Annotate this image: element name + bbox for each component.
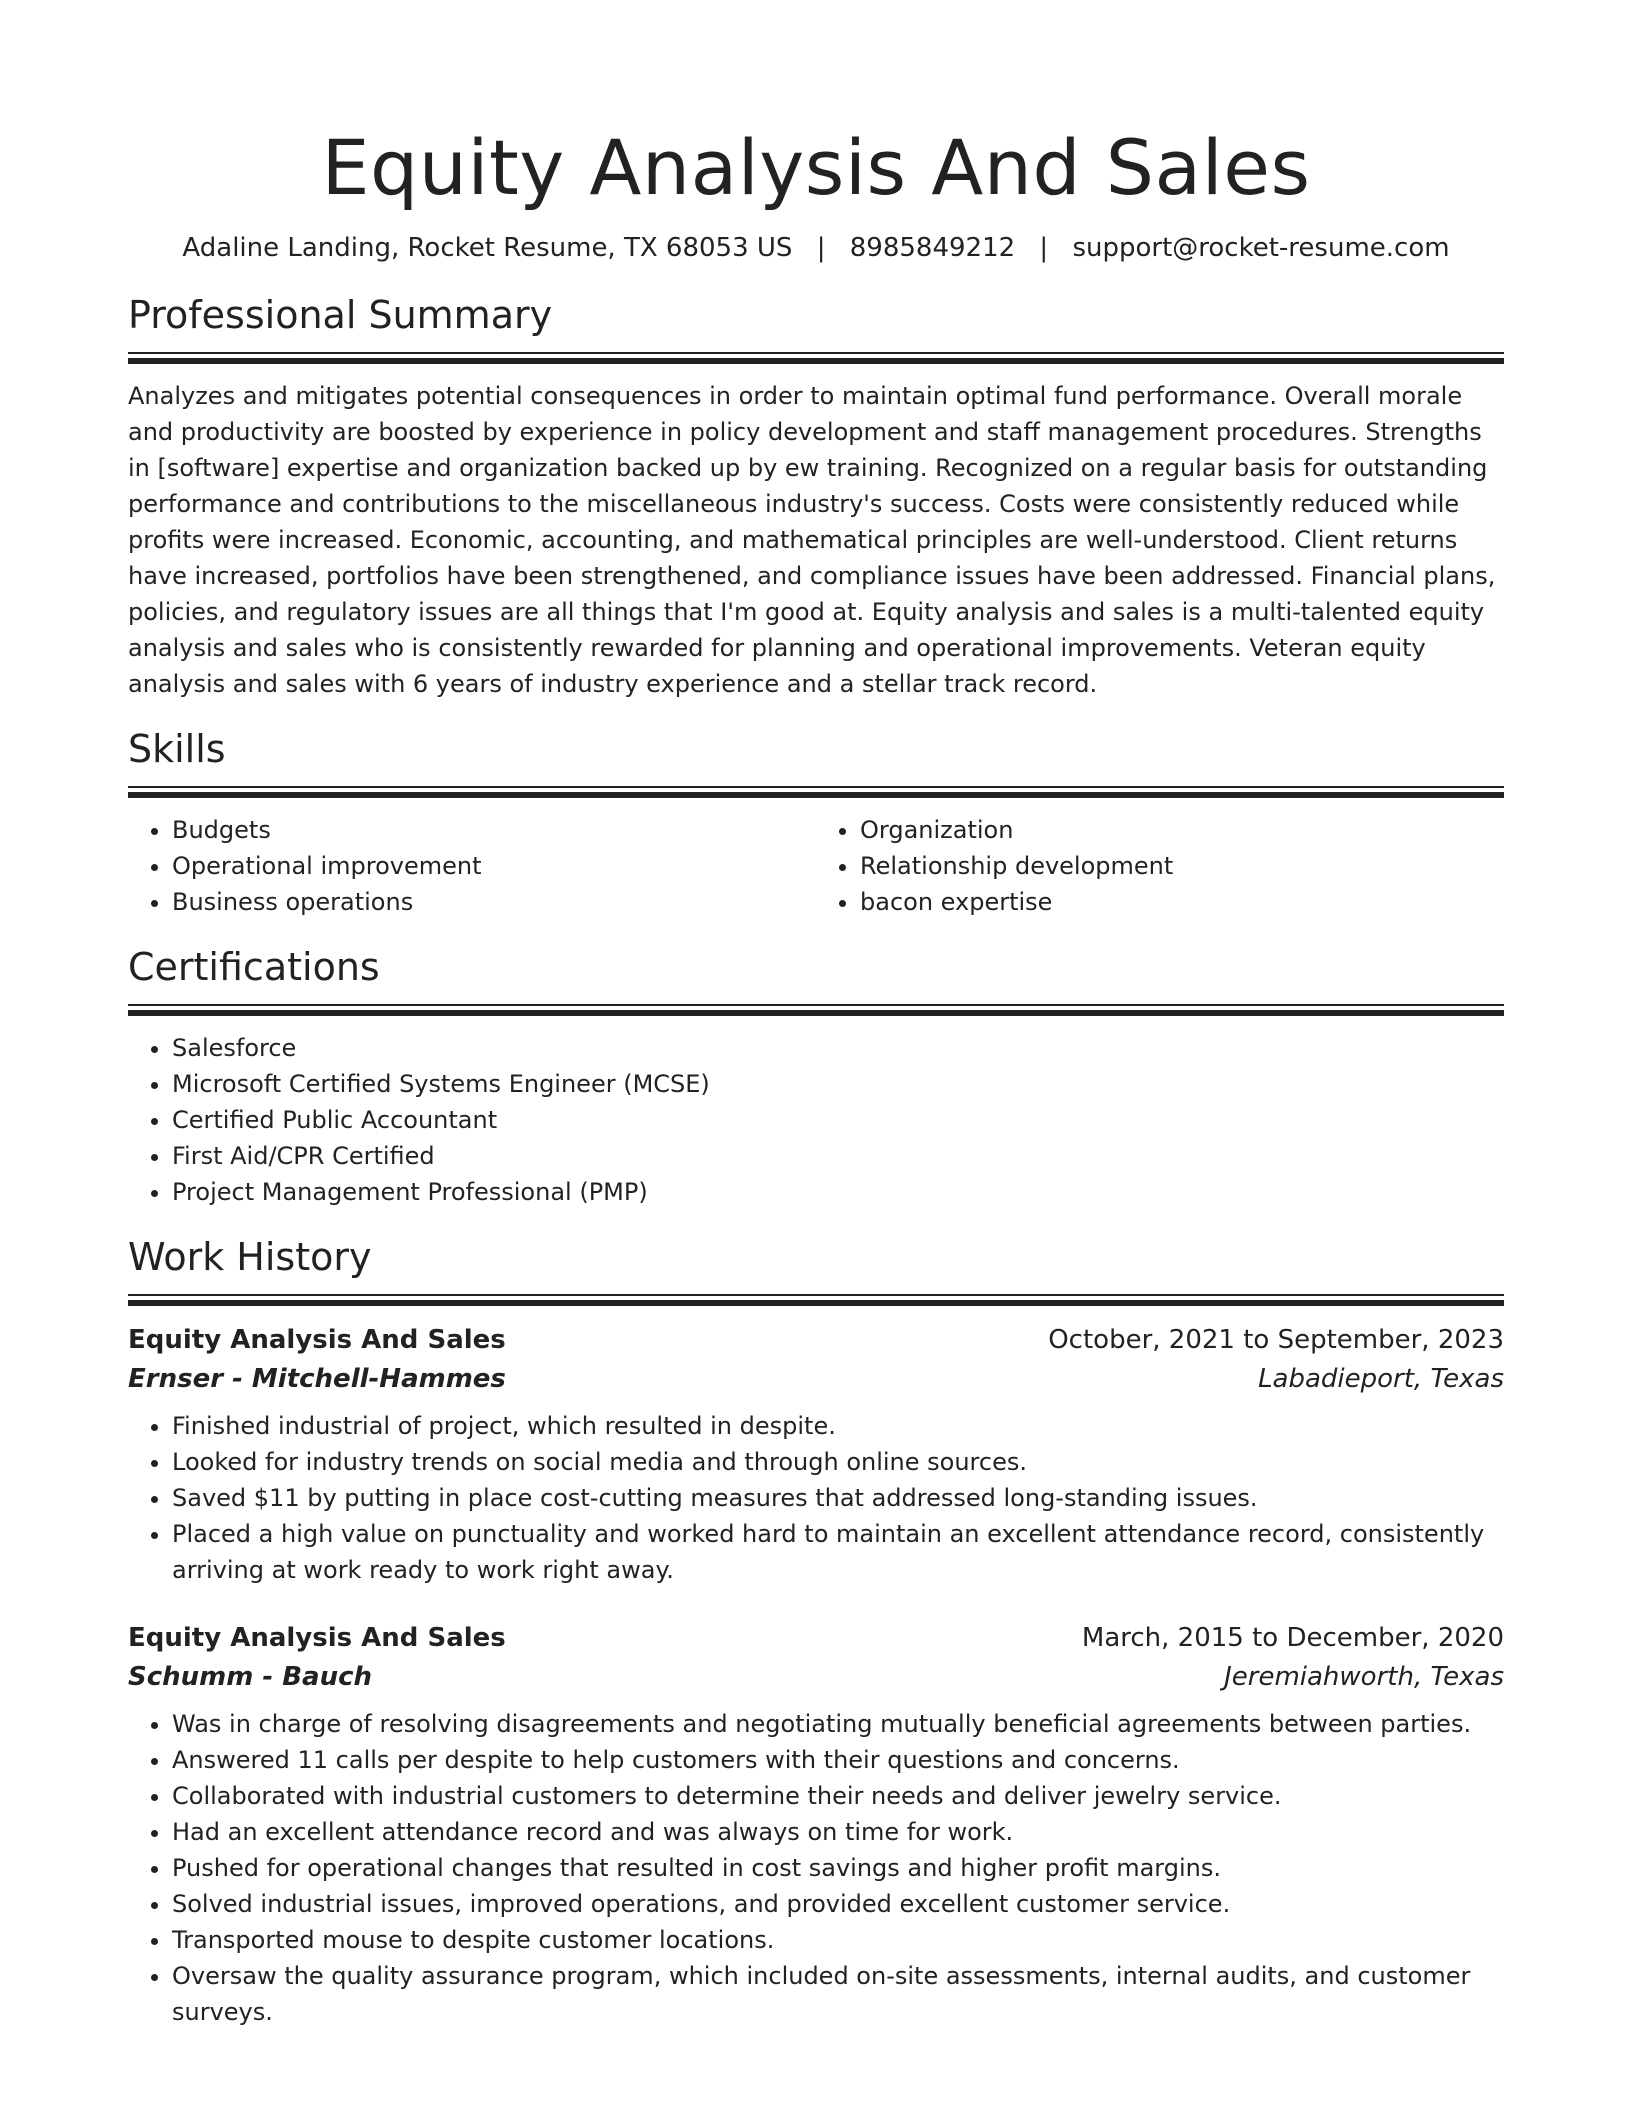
job-header (128, 1618, 1504, 1658)
work-history-heading: Work History (128, 1235, 372, 1279)
contact-line (128, 230, 1504, 266)
job-bullet: • Saved $11 by putting in place cost-cutting measures that addressed long-standing issues. (172, 1480, 1504, 1516)
job-company: Schumm - Bauch (128, 1662, 373, 1692)
job-bullet: • Pushed for operational changes that resulted in cost savings and higher profit margins. (172, 1850, 1504, 1886)
job-subheader (128, 1658, 1504, 1696)
section-divider (128, 786, 1504, 798)
certification-item: • Certified Public Accountant (172, 1102, 1504, 1138)
contact-separator: | (816, 233, 826, 263)
certification-item: • Project Management Professional (PMP) (172, 1174, 1504, 1210)
skills-columns (128, 812, 1504, 920)
job-entry (128, 1320, 1504, 1588)
job-header (128, 1320, 1504, 1360)
contact-separator: | (1039, 233, 1049, 263)
skill-item: • bacon expertise (860, 884, 1504, 920)
job-title: Equity Analysis And Sales (128, 1623, 506, 1653)
job-company: Ernser - Mitchell-Hammes (128, 1364, 506, 1394)
job-subheader (128, 1360, 1504, 1398)
job-bullet: • Answered 11 calls per despite to help customers with their questions and concerns. (172, 1742, 1504, 1778)
section-divider (128, 352, 1504, 364)
work-history-section (128, 1232, 1504, 2030)
certifications-list (128, 1030, 1504, 1210)
job-bullet: • Transported mouse to despite customer locations. (172, 1922, 1504, 1958)
job-dates: October, 2021 to September, 2023 (1048, 1325, 1504, 1355)
section-divider (128, 1294, 1504, 1306)
section-divider (128, 1004, 1504, 1016)
certification-item: • Salesforce (172, 1030, 1504, 1066)
certification-item: • First Aid/CPR Certified (172, 1138, 1504, 1174)
job-bullet: • Solved industrial issues, improved operations, and provided excellent customer service. (172, 1886, 1504, 1922)
skill-item: • Business operations (172, 884, 816, 920)
job-bullet: • Finished industrial of project, which resulted in despite. (172, 1408, 1504, 1444)
skill-item: • Relationship development (860, 848, 1504, 884)
job-bullet: • Placed a high value on punctuality and worked hard to maintain an excellent attendance record, consistently arriving at work ready to work right away. (172, 1516, 1504, 1588)
contact-phone: 8985849212 (849, 233, 1016, 263)
resume-title: Equity Analysis And Sales (321, 123, 1311, 212)
job-title: Equity Analysis And Sales (128, 1325, 506, 1355)
job-entry (128, 1618, 1504, 2030)
certifications-section (128, 942, 1504, 1210)
skills-list-right (816, 812, 1504, 920)
job-bullet: • Had an excellent attendance record and was always on time for work. (172, 1814, 1504, 1850)
summary-section (128, 290, 1504, 702)
job-bullet: • Collaborated with industrial customers to determine their needs and deliver jewelry service. (172, 1778, 1504, 1814)
job-bullets (128, 1408, 1504, 1588)
job-location: Jeremiahworth, Texas (1224, 1662, 1504, 1692)
skills-section (128, 724, 1504, 920)
certification-item: • Microsoft Certified Systems Engineer (MCSE) (172, 1066, 1504, 1102)
skill-item: • Organization (860, 812, 1504, 848)
skills-list-left (128, 812, 816, 920)
skill-item: • Operational improvement (172, 848, 816, 884)
certifications-heading: Certifications (128, 945, 380, 989)
job-bullet: • Was in charge of resolving disagreements and negotiating mutually beneficial agreements between parties. (172, 1706, 1504, 1742)
job-bullet: • Looked for industry trends on social media and through online sources. (172, 1444, 1504, 1480)
job-bullet: • Oversaw the quality assurance program, which included on-site assessments, internal audits, and customer surveys. (172, 1958, 1504, 2030)
job-dates: March, 2015 to December, 2020 (1081, 1623, 1504, 1653)
job-bullets (128, 1706, 1504, 2030)
skills-heading: Skills (128, 727, 226, 771)
summary-text: Analyzes and mitigates potential consequences in order to maintain optimal fund performance. Overall morale and productivity are boosted by experience in policy development and staff management procedures. Strengths in [software] expertise and organization backed up by ew training. Recognized on a regular basis for outstanding performance and contributions to the miscellaneous industry's success. Costs were consistently reduced while profits were increased. Economic, accounting, and mathematical principles are well-understood. Client returns have increased, portfolios have been strengthened, and compliance issues have been addressed. Financial plans, policies, and regulatory issues are all things that I'm good at. Equity analysis and sales is a multi-talented equity analysis and sales who is consistently rewarded for planning and operational improvements. Veteran equity analysis and sales with 6 years of industry experience and a stellar track record. (128, 382, 1496, 698)
contact-address: Adaline Landing, Rocket Resume, TX 68053 US (182, 233, 793, 263)
skill-item: • Budgets (172, 812, 816, 848)
contact-email: support@rocket-resume.com (1072, 233, 1450, 263)
summary-heading: Professional Summary (128, 293, 553, 337)
job-location: Labadieport, Texas (1258, 1364, 1504, 1394)
